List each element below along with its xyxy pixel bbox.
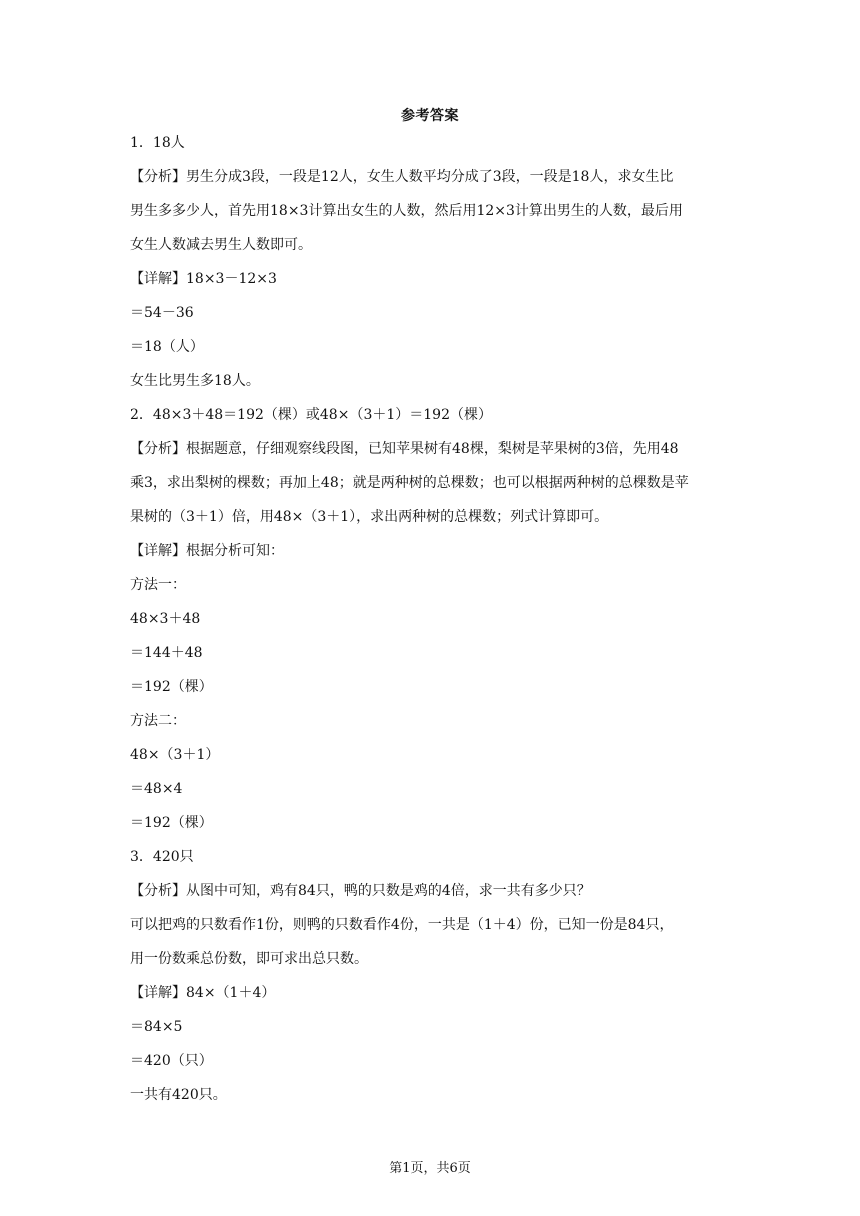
answer-2-method-2-line-2: ＝48×4 (130, 781, 183, 797)
answer-2-method-1-line-3: ＝192（棵） (130, 679, 213, 695)
answer-2-heading: 2．48×3＋48＝192（棵）或48×（3＋1）＝192（棵） (130, 407, 492, 423)
answer-2-method-2-label: 方法二： (130, 713, 186, 729)
answer-2-detail-intro: 【详解】根据分析可知： (130, 543, 284, 559)
answer-2-analysis-line-3: 果树的（3＋1）倍，用48×（3＋1），求出两种树的总棵数；列式计算即可。 (130, 509, 609, 525)
answer-3-conclusion: 一共有420只。 (130, 1087, 227, 1103)
answer-1-heading: 1．18人 (130, 135, 185, 151)
answer-2-method-2-line-1: 48×（3＋1） (130, 747, 220, 763)
answer-2-method-2-line-3: ＝192（棵） (130, 815, 213, 831)
answer-2-analysis-line-2: 乘3，求出梨树的棵数；再加上48；就是两种树的总棵数；也可以根据两种树的总棵数是苹 (130, 475, 689, 491)
answer-3-analysis-line-2: 可以把鸡的只数看作1份，则鸭的只数看作4份，一共是（1＋4）份，已知一份是84只， (130, 917, 674, 933)
answer-2-method-1-line-1: 48×3＋48 (130, 611, 201, 627)
answer-3-detail-line-3: ＝420（只） (130, 1053, 213, 1069)
answer-3-heading: 3．420只 (130, 849, 194, 865)
answer-1-detail-line-1: 【详解】18×3－12×3 (130, 271, 277, 287)
answer-2-analysis-line-1: 【分析】根据题意，仔细观察线段图，已知苹果树有48棵，梨树是苹果树的3倍，先用48 (130, 441, 679, 457)
page-footer: 第1页，共6页 (389, 1161, 471, 1176)
answer-1-detail-line-2: ＝54－36 (130, 305, 194, 321)
page-title: 参考答案 (401, 108, 459, 124)
answer-3-detail-line-2: ＝84×5 (130, 1019, 183, 1035)
answer-1-analysis-line-3: 女生人数减去男生人数即可。 (130, 237, 312, 253)
answer-1-conclusion: 女生比男生多18人。 (130, 373, 260, 389)
answer-content (130, 133, 730, 1119)
answer-1-detail-line-3: ＝18（人） (130, 339, 204, 355)
answer-3-detail-line-1: 【详解】84×（1＋4） (130, 985, 276, 1001)
answer-2-method-1-line-2: ＝144＋48 (130, 645, 203, 661)
answer-1-analysis-line-1: 【分析】男生分成3段，一段是12人，女生人数平均分成了3段，一段是18人，求女生比 (130, 169, 674, 185)
answer-3-analysis-line-1: 【分析】从图中可知，鸡有84只，鸭的只数是鸡的4倍，求一共有多少只？ (130, 883, 591, 899)
answer-2-method-1-label: 方法一： (130, 577, 186, 593)
answer-3-analysis-line-3: 用一份数乘总份数，即可求出总只数。 (130, 951, 368, 967)
answer-1-analysis-line-2: 男生多多少人，首先用18×3计算出女生的人数，然后用12×3计算出男生的人数，最后用 (130, 203, 683, 219)
